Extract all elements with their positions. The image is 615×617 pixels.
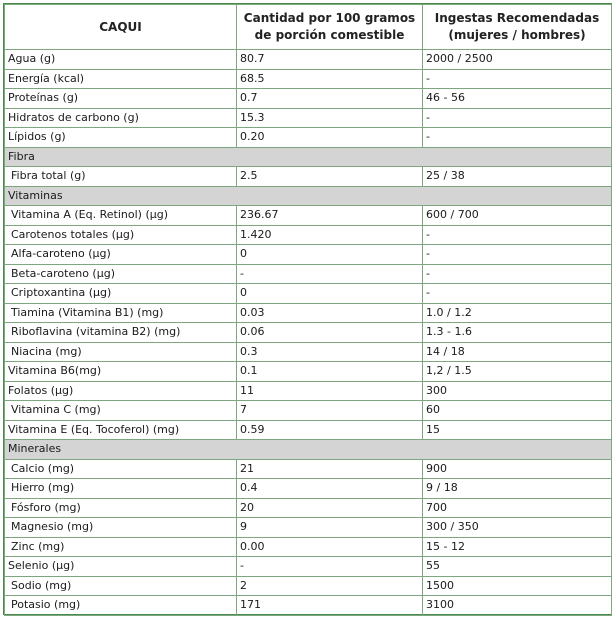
- amount-cell: 236.67: [237, 206, 423, 226]
- amount-cell: 0.20: [237, 128, 423, 148]
- nutrient-name-cell: Calcio (mg): [5, 459, 237, 479]
- table-row: [5, 206, 612, 226]
- recommended-intake-cell: 300: [423, 381, 612, 401]
- table-row: [5, 264, 612, 284]
- table-row: [5, 128, 612, 148]
- table-row: [5, 479, 612, 499]
- nutrient-name-cell: Vitamina E (Eq. Tocoferol) (mg): [5, 420, 237, 440]
- table-row: [5, 557, 612, 577]
- section-row: [5, 186, 612, 206]
- table-row: [5, 537, 612, 557]
- section-label: Fibra: [5, 147, 612, 167]
- nutrient-name-cell: Riboflavina (vitamina B2) (mg): [5, 323, 237, 343]
- recommended-intake-cell: 15 - 12: [423, 537, 612, 557]
- recommended-intake-cell: 15: [423, 420, 612, 440]
- nutrient-name-cell: Magnesio (mg): [5, 518, 237, 538]
- recommended-intake-cell: 1500: [423, 576, 612, 596]
- nutrient-name-cell: Proteínas (g): [5, 89, 237, 109]
- amount-cell: 80.7: [237, 50, 423, 70]
- section-row: [5, 440, 612, 460]
- amount-cell: 7: [237, 401, 423, 421]
- recommended-intake-cell: -: [423, 69, 612, 89]
- nutrient-name-cell: Agua (g): [5, 50, 237, 70]
- header-amount: Cantidad por 100 gramos de porción comestible: [237, 5, 423, 50]
- amount-cell: 68.5: [237, 69, 423, 89]
- table-row: [5, 420, 612, 440]
- table-row: [5, 596, 612, 616]
- recommended-intake-cell: -: [423, 264, 612, 284]
- amount-cell: 0.00: [237, 537, 423, 557]
- table-row: [5, 576, 612, 596]
- table-row: [5, 89, 612, 109]
- table-row: [5, 167, 612, 187]
- amount-cell: 0.06: [237, 323, 423, 343]
- amount-cell: 0.4: [237, 479, 423, 499]
- nutrient-name-cell: Vitamina B6(mg): [5, 362, 237, 382]
- nutrient-name-cell: Folatos (µg): [5, 381, 237, 401]
- amount-cell: 0.1: [237, 362, 423, 382]
- amount-cell: 21: [237, 459, 423, 479]
- nutrient-name-cell: Vitamina A (Eq. Retinol) (µg): [5, 206, 237, 226]
- nutrient-name-cell: Vitamina C (mg): [5, 401, 237, 421]
- recommended-intake-cell: 300 / 350: [423, 518, 612, 538]
- table-row: [5, 518, 612, 538]
- table-row: [5, 498, 612, 518]
- nutrient-name-cell: Zinc (mg): [5, 537, 237, 557]
- recommended-intake-cell: 46 - 56: [423, 89, 612, 109]
- recommended-intake-cell: 1.3 - 1.6: [423, 323, 612, 343]
- table-row: [5, 381, 612, 401]
- amount-cell: 0: [237, 284, 423, 304]
- nutrient-name-cell: Tiamina (Vitamina B1) (mg): [5, 303, 237, 323]
- amount-cell: 0.3: [237, 342, 423, 362]
- recommended-intake-cell: -: [423, 128, 612, 148]
- amount-cell: 20: [237, 498, 423, 518]
- recommended-intake-cell: -: [423, 108, 612, 128]
- amount-cell: 0: [237, 245, 423, 265]
- amount-cell: 2: [237, 576, 423, 596]
- table-row: [5, 342, 612, 362]
- table-row: [5, 284, 612, 304]
- amount-cell: -: [237, 264, 423, 284]
- recommended-intake-cell: 14 / 18: [423, 342, 612, 362]
- amount-cell: 0.59: [237, 420, 423, 440]
- recommended-intake-cell: 55: [423, 557, 612, 577]
- amount-cell: 1.420: [237, 225, 423, 245]
- recommended-intake-cell: 25 / 38: [423, 167, 612, 187]
- recommended-intake-cell: -: [423, 284, 612, 304]
- table-row: [5, 303, 612, 323]
- recommended-intake-cell: 2000 / 2500: [423, 50, 612, 70]
- recommended-intake-cell: 9 / 18: [423, 479, 612, 499]
- recommended-intake-cell: -: [423, 245, 612, 265]
- recommended-intake-cell: 3100: [423, 596, 612, 616]
- table-row: [5, 245, 612, 265]
- amount-cell: 0.7: [237, 89, 423, 109]
- section-row: [5, 147, 612, 167]
- nutrient-name-cell: Carotenos totales (µg): [5, 225, 237, 245]
- table-row: [5, 225, 612, 245]
- nutrient-name-cell: Niacina (mg): [5, 342, 237, 362]
- nutrient-name-cell: Alfa-caroteno (µg): [5, 245, 237, 265]
- header-food-name: CAQUI: [5, 5, 237, 50]
- nutrient-name-cell: Beta-caroteno (µg): [5, 264, 237, 284]
- recommended-intake-cell: 60: [423, 401, 612, 421]
- nutrient-name-cell: Fósforo (mg): [5, 498, 237, 518]
- amount-cell: 0.03: [237, 303, 423, 323]
- nutrient-name-cell: Hidratos de carbono (g): [5, 108, 237, 128]
- nutrient-name-cell: Lípidos (g): [5, 128, 237, 148]
- amount-cell: 9: [237, 518, 423, 538]
- nutrient-name-cell: Fibra total (g): [5, 167, 237, 187]
- section-label: Vitaminas: [5, 186, 612, 206]
- nutrient-name-cell: Energía (kcal): [5, 69, 237, 89]
- table-header-row: [5, 5, 612, 50]
- recommended-intake-cell: 900: [423, 459, 612, 479]
- recommended-intake-cell: 600 / 700: [423, 206, 612, 226]
- nutrient-name-cell: Sodio (mg): [5, 576, 237, 596]
- nutrient-name-cell: Hierro (mg): [5, 479, 237, 499]
- recommended-intake-cell: 1,2 / 1.5: [423, 362, 612, 382]
- table-row: [5, 108, 612, 128]
- table-row: [5, 323, 612, 343]
- nutrient-name-cell: Selenio (µg): [5, 557, 237, 577]
- amount-cell: -: [237, 557, 423, 577]
- amount-cell: 2.5: [237, 167, 423, 187]
- header-recommended-intake: Ingestas Recomendadas (mujeres / hombres): [423, 5, 612, 50]
- table-row: [5, 69, 612, 89]
- nutrition-table-frame: [3, 3, 612, 615]
- recommended-intake-cell: 1.0 / 1.2: [423, 303, 612, 323]
- nutrition-table: [4, 4, 612, 616]
- amount-cell: 15.3: [237, 108, 423, 128]
- section-label: Minerales: [5, 440, 612, 460]
- table-row: [5, 401, 612, 421]
- table-body: [5, 50, 612, 616]
- amount-cell: 11: [237, 381, 423, 401]
- table-row: [5, 50, 612, 70]
- nutrient-name-cell: Potasio (mg): [5, 596, 237, 616]
- table-row: [5, 362, 612, 382]
- table-row: [5, 459, 612, 479]
- recommended-intake-cell: 700: [423, 498, 612, 518]
- nutrient-name-cell: Criptoxantina (µg): [5, 284, 237, 304]
- recommended-intake-cell: -: [423, 225, 612, 245]
- amount-cell: 171: [237, 596, 423, 616]
